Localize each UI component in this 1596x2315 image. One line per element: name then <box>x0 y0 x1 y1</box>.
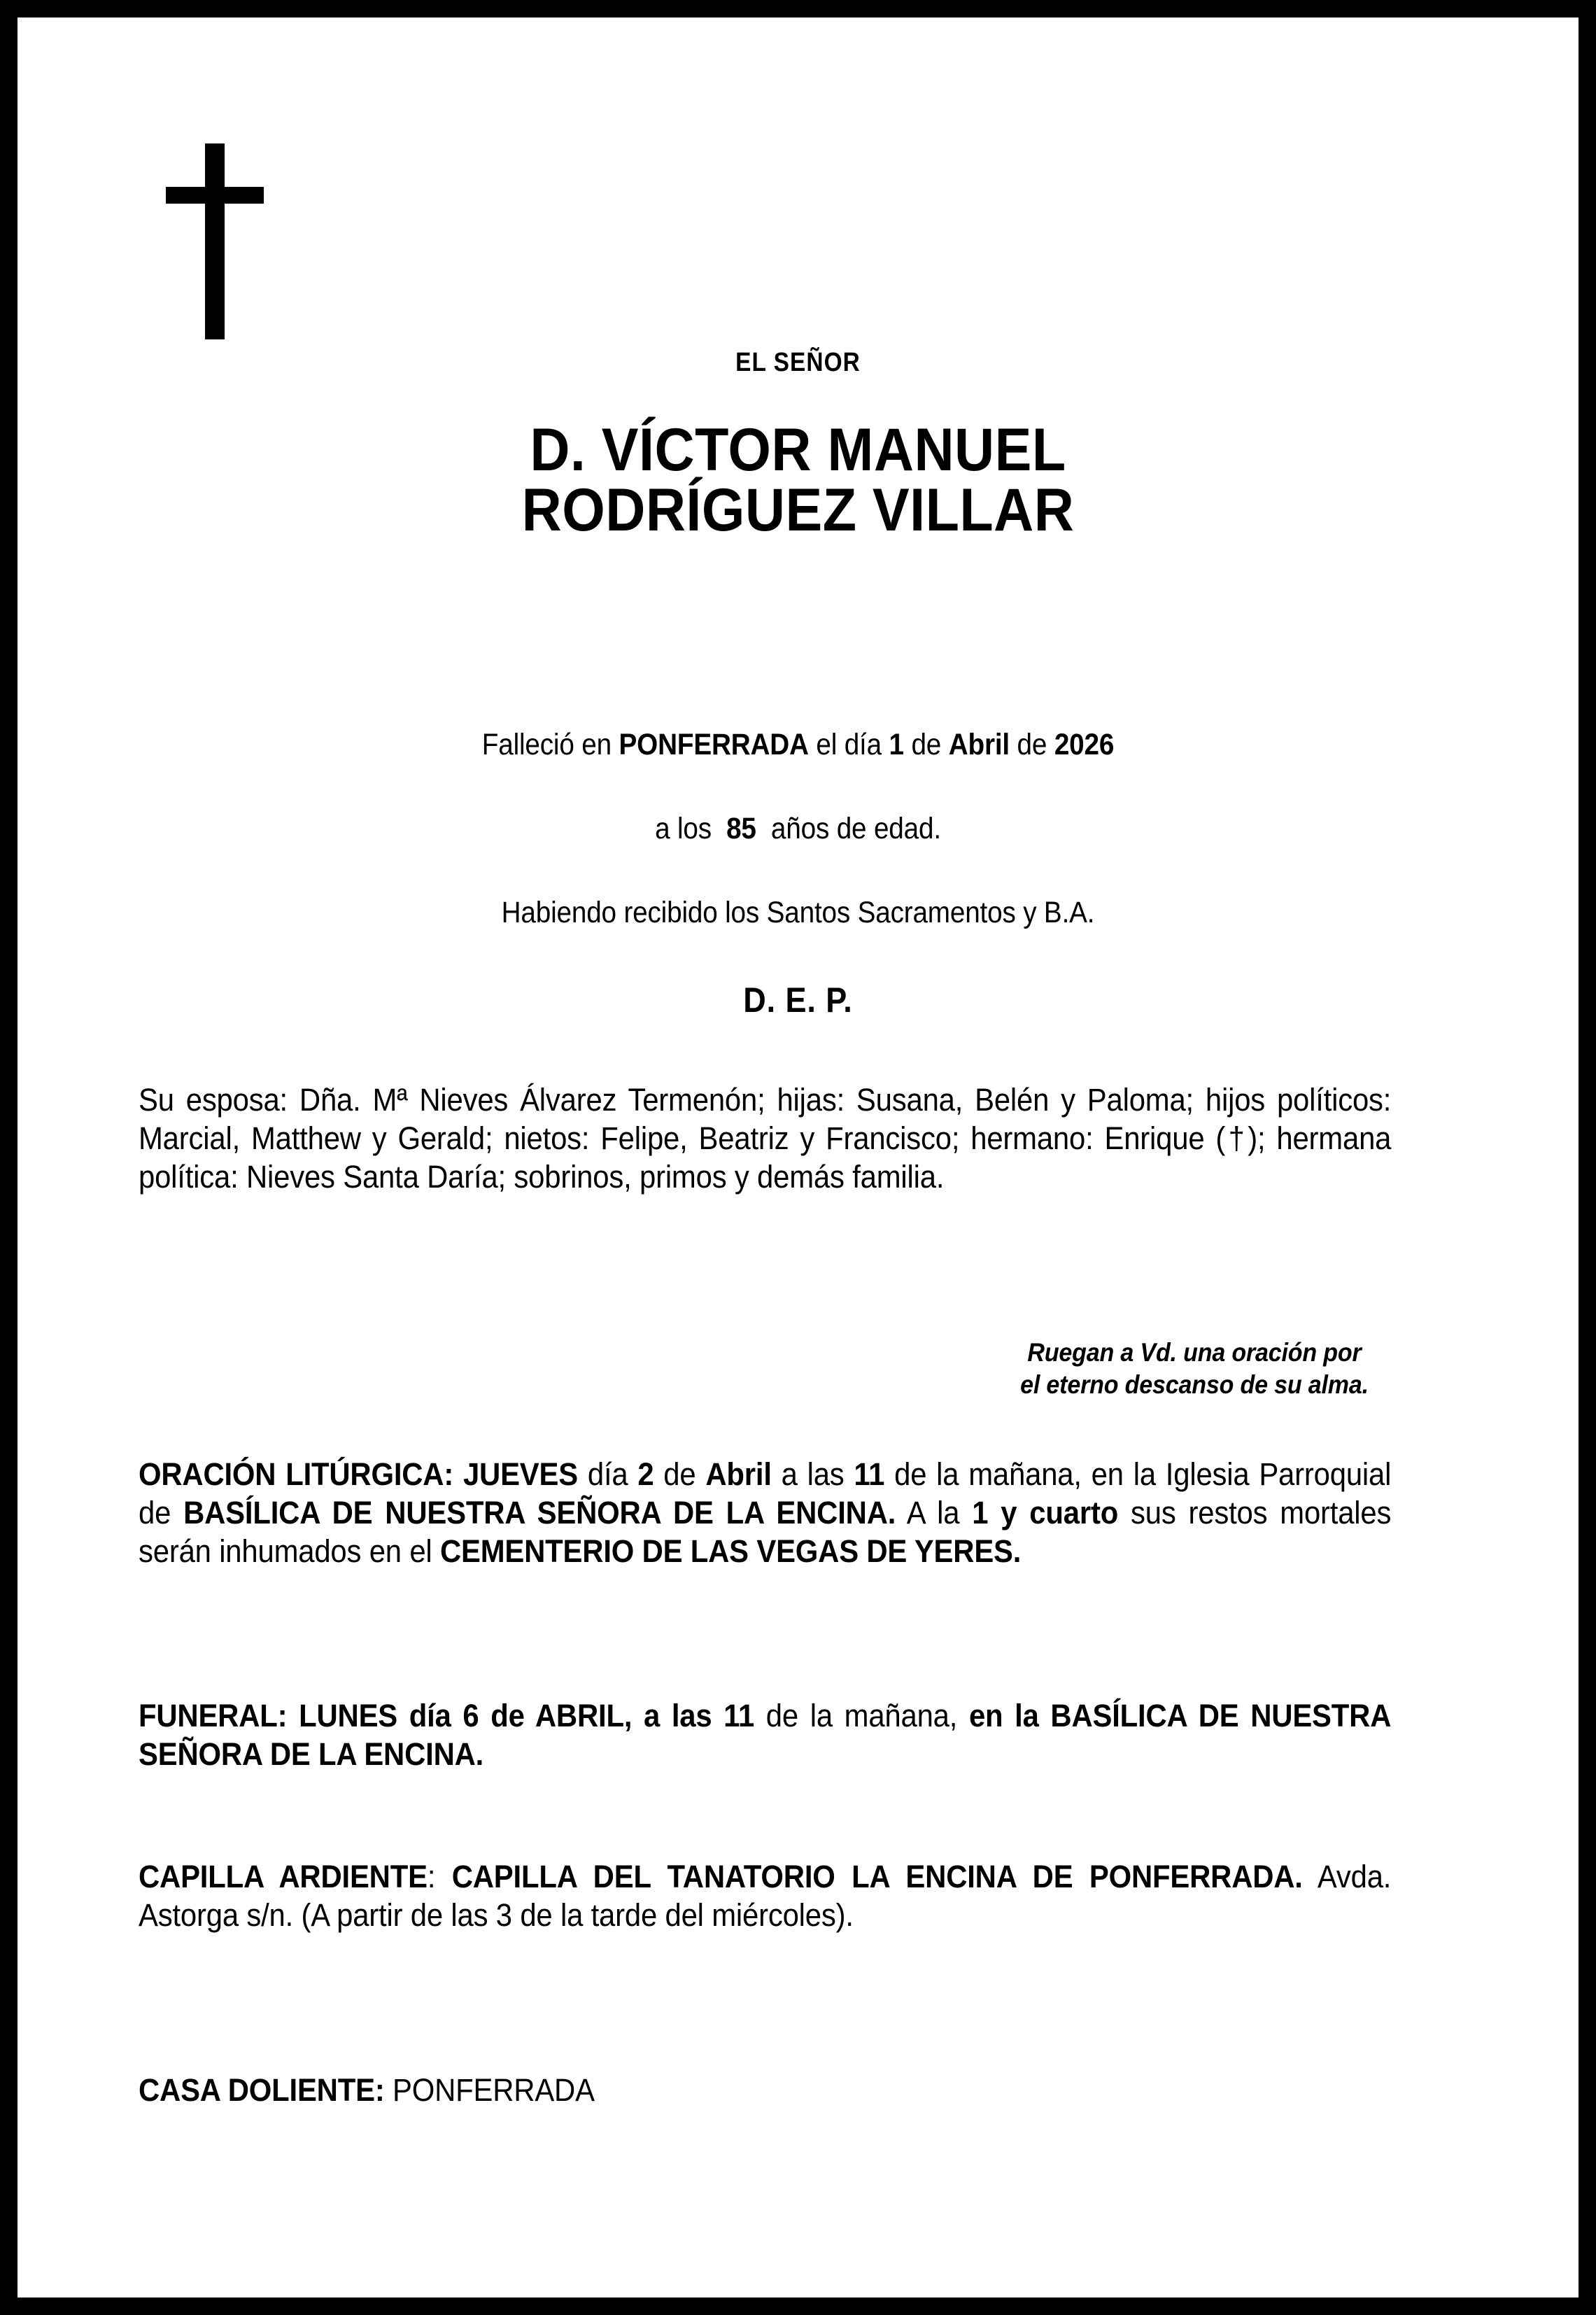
latin-cross-icon <box>157 143 283 339</box>
liturgy-time: 11 <box>854 1456 885 1492</box>
died-de: de <box>903 728 949 761</box>
liturgy-cemetery: CEMENTERIO DE LAS VEGAS DE YERES. <box>439 1533 1022 1569</box>
liturgy-burial-prefix: A la <box>896 1494 973 1531</box>
house-label: CASA DOLIENTE: <box>139 2072 385 2108</box>
chapel-label: CAPILLA ARDIENTE <box>139 1859 428 1894</box>
death-place: PONFERRADA <box>619 728 809 761</box>
liturgy-month: Abril <box>705 1456 772 1492</box>
liturgy-church-prefix: en la Iglesia Parroquial de <box>139 1456 1392 1531</box>
house-value: PONFERRADA <box>384 2072 595 2108</box>
funeral-paragraph <box>139 1697 1391 1774</box>
chapel-colon: : <box>427 1859 452 1894</box>
age-value: 85 <box>726 812 756 845</box>
age-suffix: años de edad. <box>763 812 941 845</box>
dep-abbreviation: D. E. P. <box>743 980 853 1020</box>
deceased-name <box>17 416 1579 544</box>
died-prefix: Falleció en <box>481 728 619 761</box>
prayer-line-1: Ruegan a Vd. una oración por <box>1027 1338 1362 1367</box>
death-year: 2026 <box>1054 728 1115 761</box>
liturgy-paragraph <box>139 1456 1391 1571</box>
died-mid: el día <box>808 728 889 761</box>
obituary-page <box>17 17 1579 2298</box>
age-prefix: a los <box>655 812 719 845</box>
death-date-line <box>96 728 1501 762</box>
prayer-request <box>889 1337 1500 1402</box>
liturgy-burial-mid: sus restos mortales serán inhumados en el <box>139 1494 1392 1569</box>
deceased-name-line-2: RODRÍGUEZ VILLAR <box>521 477 1075 544</box>
cross-horizontal-bar <box>166 187 264 204</box>
death-month: Abril <box>948 728 1010 761</box>
funeral-time-suffix: de la mañana, <box>754 1698 969 1733</box>
chapel-address: Avda. Astorga s/n. (A partir de las 3 de la tarde del miércoles). <box>139 1859 1392 1933</box>
liturgy-time-suffix: de la mañana, <box>884 1456 1082 1492</box>
liturgy-de: de <box>654 1456 706 1492</box>
liturgy-time-prefix: a las <box>771 1456 854 1492</box>
liturgy-church: BASÍLICA DE NUESTRA SEÑORA DE LA ENCINA. <box>183 1494 896 1531</box>
liturgy-day: 2 <box>637 1456 654 1492</box>
funeral-label: FUNERAL: LUNES día 6 de ABRIL, a las 11 <box>139 1698 755 1733</box>
age-line <box>96 812 1501 846</box>
family-survivors-text: Su esposa: Dña. Mª Nieves Álvarez Termenón; hijas: Susana, Belén y Paloma; hijos políticos: Marcial, Matthew y Gerald; nietos: Felipe, Beatriz y Francisco; hermano: Enrique (†); hermana política: Nieves Santa Daría; sobrinos, primos y demás familia. <box>139 1082 1392 1195</box>
chapel-paragraph <box>139 1858 1391 1935</box>
died-de2: de <box>1009 728 1054 761</box>
funeral-place: en la BASÍLICA DE NUESTRA SEÑORA DE LA ENCINA. <box>139 1698 1392 1772</box>
cross-vertical-bar <box>205 143 225 339</box>
liturgy-burial-time: 1 y cuarto <box>972 1494 1119 1531</box>
chapel-place: CAPILLA DEL TANATORIO LA ENCINA DE PONFERRADA. <box>451 1859 1303 1894</box>
deceased-name-line-1: D. VÍCTOR MANUEL <box>530 416 1066 484</box>
sacraments-line: Habiendo recibido los Santos Sacramentos y B.A. <box>501 896 1095 929</box>
prayer-line-2: el eterno descanso de su alma. <box>1020 1370 1369 1400</box>
honorific-label: EL SEÑOR <box>735 348 861 377</box>
liturgy-label: ORACIÓN LITÚRGICA: JUEVES <box>139 1456 578 1492</box>
liturgy-day-prefix: día <box>577 1456 638 1492</box>
mourning-house-paragraph <box>139 2071 1391 2110</box>
death-day: 1 <box>889 728 904 761</box>
